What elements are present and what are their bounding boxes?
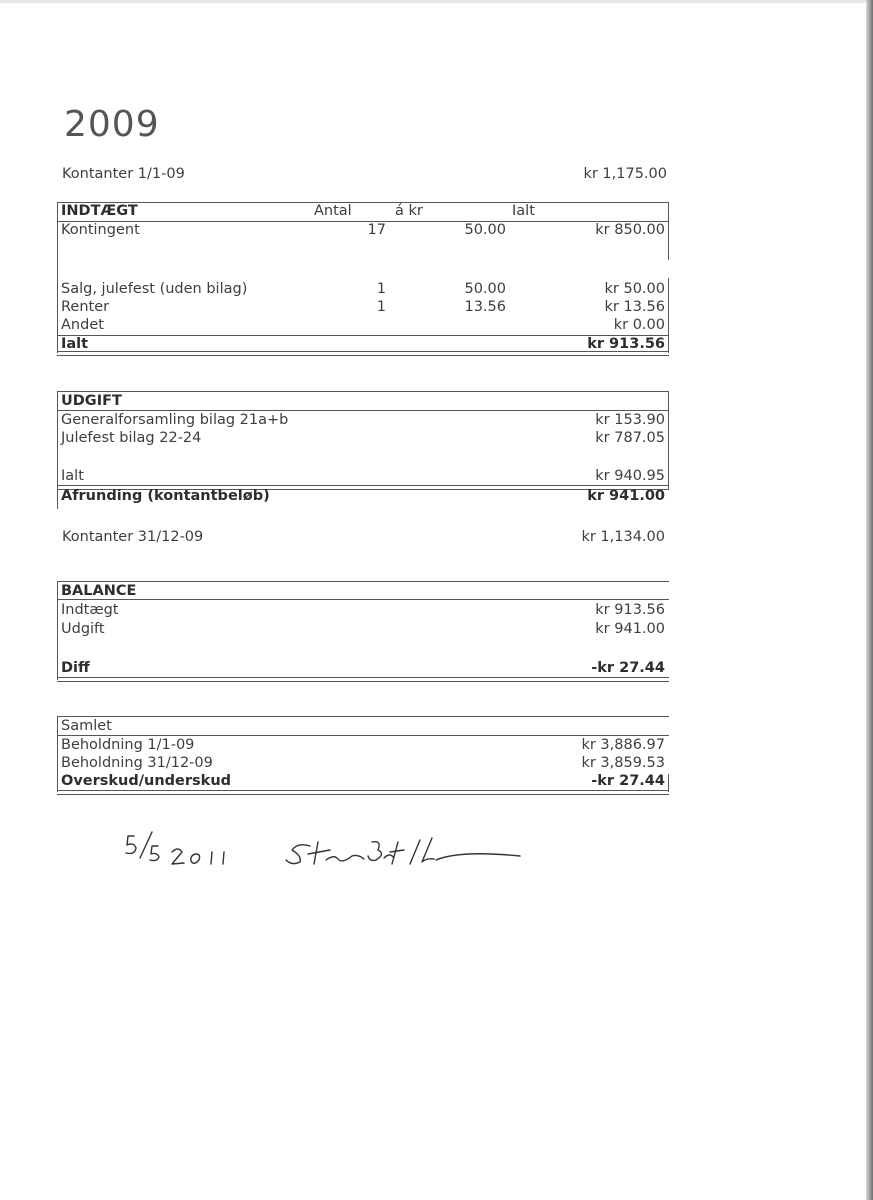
income-row-amount: kr 850.00 — [595, 222, 665, 238]
summary-result-amount: -kr 27.44 — [591, 773, 665, 789]
income-col-akr: á kr — [395, 203, 423, 219]
balance-bottom-border — [57, 677, 669, 682]
expense-header: UDGIFT — [61, 393, 122, 409]
expense-row-label: Julefest bilag 22-24 — [61, 430, 202, 446]
income-header: INDTÆGT — [61, 203, 138, 219]
expense-rounding-amount: kr 941.00 — [587, 488, 665, 504]
summary-header-border — [57, 735, 669, 736]
closing-label: Kontanter 31/12-09 — [62, 529, 204, 545]
balance-row-amount: kr 913.56 — [595, 602, 665, 618]
balance-row-amount: kr 941.00 — [595, 621, 665, 637]
balance-diff-amount: -kr 27.44 — [591, 660, 665, 676]
balance-diff-label: Diff — [61, 660, 90, 676]
summary-top-border — [57, 716, 669, 717]
income-total-amount: kr 913.56 — [587, 336, 665, 352]
income-col-ialt: Ialt — [512, 203, 535, 219]
income-row-antal: 17 — [367, 222, 386, 238]
balance-top-border — [57, 581, 669, 582]
income-top-border — [57, 202, 669, 203]
summary-result-label: Overskud/underskud — [61, 773, 232, 789]
income-right-border-a — [668, 202, 669, 260]
signature-drawing — [120, 828, 540, 876]
income-row-akr: 50.00 — [464, 222, 506, 238]
income-row-label: Salg, julefest (uden bilag) — [61, 281, 248, 297]
income-row-amount: kr 0.00 — [613, 317, 665, 333]
income-row-amount: kr 50.00 — [604, 281, 665, 297]
income-row-antal: 1 — [376, 281, 386, 297]
income-col-antal: Antal — [314, 203, 352, 219]
summary-row-label: Beholdning 31/12-09 — [61, 755, 213, 771]
expense-left-border — [57, 391, 58, 509]
income-bottom-border — [57, 351, 669, 356]
expense-total-amount: kr 940.95 — [595, 468, 665, 484]
expense-total-label: Ialt — [61, 468, 84, 484]
balance-left-border — [57, 581, 58, 680]
handwritten-signature — [120, 828, 540, 876]
closing-amount: kr 1,134.00 — [581, 529, 665, 545]
income-row-label: Renter — [61, 299, 110, 315]
summary-left-border — [57, 716, 58, 792]
opening-amount: kr 1,175.00 — [583, 166, 667, 182]
expense-top-border — [57, 391, 669, 392]
income-row-akr: 50.00 — [464, 281, 506, 297]
scan-right-edge — [866, 0, 873, 1200]
page-title-year: 2009 — [64, 104, 160, 145]
income-row-amount: kr 13.56 — [604, 299, 665, 315]
summary-row-amount: kr 3,859.53 — [581, 755, 665, 771]
income-right-border-b — [668, 278, 669, 353]
balance-header: BALANCE — [61, 583, 137, 599]
balance-row-label: Indtægt — [61, 602, 119, 618]
scan-top-edge — [0, 0, 873, 3]
summary-row-label: Beholdning 1/1-09 — [61, 737, 195, 753]
expense-row-amount: kr 787.05 — [595, 430, 665, 446]
summary-row-amount: kr 3,886.97 — [581, 737, 665, 753]
expense-right-border — [668, 391, 669, 489]
income-left-border — [57, 202, 58, 353]
summary-bottom-border — [57, 790, 669, 795]
balance-header-border — [57, 599, 669, 600]
opening-label: Kontanter 1/1-09 — [62, 166, 185, 182]
expense-header-border — [57, 410, 669, 411]
income-total-label: Ialt — [61, 336, 89, 352]
expense-row-amount: kr 153.90 — [595, 412, 665, 428]
income-row-label: Kontingent — [61, 222, 140, 238]
expense-row-label: Generalforsamling bilag 21a+b — [61, 412, 289, 428]
income-row-akr: 13.56 — [464, 299, 506, 315]
income-row-label: Andet — [61, 317, 104, 333]
expense-rounding-label: Afrunding (kontantbeløb) — [61, 488, 270, 504]
balance-row-label: Udgift — [61, 621, 105, 637]
summary-header: Samlet — [61, 718, 112, 734]
income-row-antal: 1 — [376, 299, 386, 315]
